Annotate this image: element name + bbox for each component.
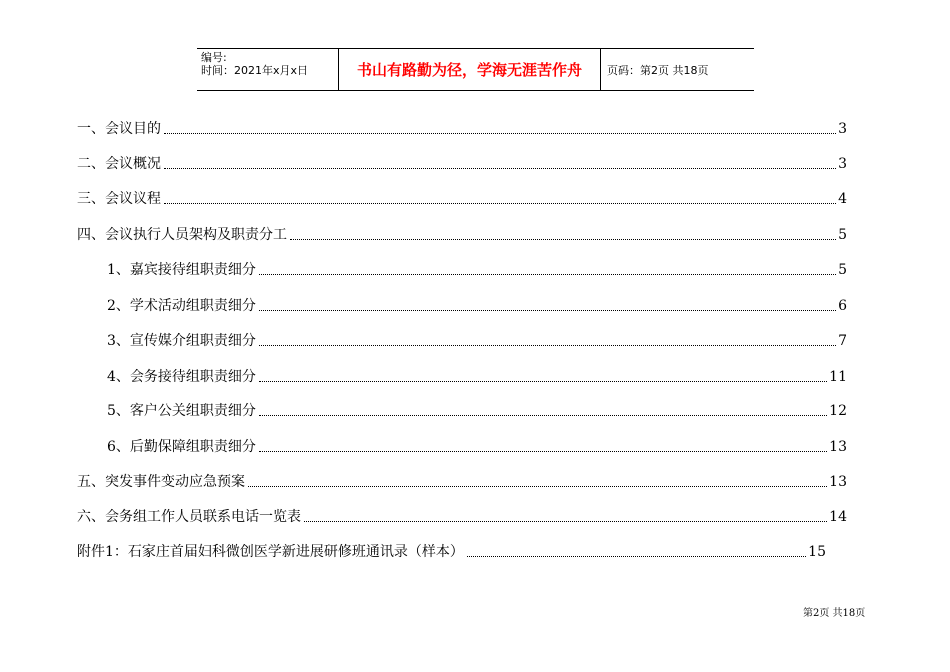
- header-motto: 书山有路勤为径，学海无涯苦作舟: [339, 49, 601, 90]
- toc-leader-dots: [259, 310, 836, 311]
- toc-subentry[interactable]: [107, 260, 847, 280]
- toc-entry-page: 3: [838, 156, 847, 172]
- toc-entry[interactable]: [77, 119, 847, 139]
- toc-leader-dots: [290, 239, 836, 240]
- toc-leader-dots: [259, 274, 836, 275]
- toc-entry[interactable]: [77, 189, 847, 209]
- document-date: 时间：2021年x月x日: [201, 64, 309, 77]
- toc-subentry[interactable]: [107, 296, 847, 316]
- toc-entry-page: 15: [808, 544, 826, 560]
- toc-leader-dots: [259, 345, 836, 346]
- toc-entry-label: 5、客户公关组职责细分: [107, 403, 256, 419]
- header-page-info: 页码：第2页 共18页: [607, 63, 709, 77]
- page-header: [197, 48, 754, 91]
- toc-entry[interactable]: [77, 472, 847, 492]
- toc-entry-page: 7: [838, 333, 847, 349]
- toc-leader-dots: [248, 486, 827, 487]
- toc-entry-label: 3、宣传媒介组职责细分: [107, 333, 256, 349]
- toc-leader-dots: [259, 415, 827, 416]
- footer-page-info: 第2页 共18页: [803, 608, 866, 619]
- toc-entry[interactable]: [77, 154, 847, 174]
- toc-subentry[interactable]: [107, 367, 847, 387]
- toc-entry-page: 12: [829, 403, 847, 419]
- toc-entry-label: 六、会务组工作人员联系电话一览表: [77, 509, 301, 525]
- toc-subentry[interactable]: [107, 401, 847, 421]
- toc-entry-page: 13: [829, 474, 847, 490]
- toc-entry-label: 附件1：石家庄首届妇科微创医学新进展研修班通讯录（样本）: [77, 544, 464, 560]
- toc-entry-label: 6、后勤保障组职责细分: [107, 439, 256, 455]
- toc-entry[interactable]: [77, 507, 847, 527]
- toc-leader-dots: [259, 451, 827, 452]
- toc-leader-dots: [164, 133, 836, 134]
- toc-entry-page: 5: [838, 262, 847, 278]
- toc-subentry[interactable]: [107, 437, 847, 457]
- toc-entry-label: 4、会务接待组职责细分: [107, 369, 256, 385]
- header-meta: [197, 49, 339, 90]
- toc-entry-label: 2、学术活动组职责细分: [107, 298, 256, 314]
- toc-entry-label: 1、嘉宾接待组职责细分: [107, 262, 256, 278]
- toc-leader-dots: [304, 521, 827, 522]
- toc-subentry[interactable]: [107, 331, 847, 351]
- toc-entry-label: 三、会议议程: [77, 191, 161, 207]
- toc-entry-page: 14: [829, 509, 847, 525]
- toc-entry-label: 二、会议概况: [77, 156, 161, 172]
- toc-entry-page: 5: [838, 227, 847, 243]
- document-number-label: 编号:: [201, 51, 227, 64]
- toc-leader-dots: [467, 556, 806, 557]
- toc-entry-page: 6: [838, 298, 847, 314]
- toc-entry-appendix[interactable]: [77, 542, 826, 562]
- toc-entry-label: 五、突发事件变动应急预案: [77, 474, 245, 490]
- toc-leader-dots: [164, 168, 836, 169]
- toc-entry-page: 13: [829, 439, 847, 455]
- toc-leader-dots: [259, 381, 827, 382]
- toc-entry-page: 4: [838, 191, 847, 207]
- toc-entry-label: 四、会议执行人员架构及职责分工: [77, 227, 287, 243]
- toc-entry-page: 3: [838, 121, 847, 137]
- toc-entry-label: 一、会议目的: [77, 121, 161, 137]
- toc-entry-page: 11: [829, 369, 847, 385]
- toc-leader-dots: [164, 203, 836, 204]
- toc-entry[interactable]: [77, 225, 847, 245]
